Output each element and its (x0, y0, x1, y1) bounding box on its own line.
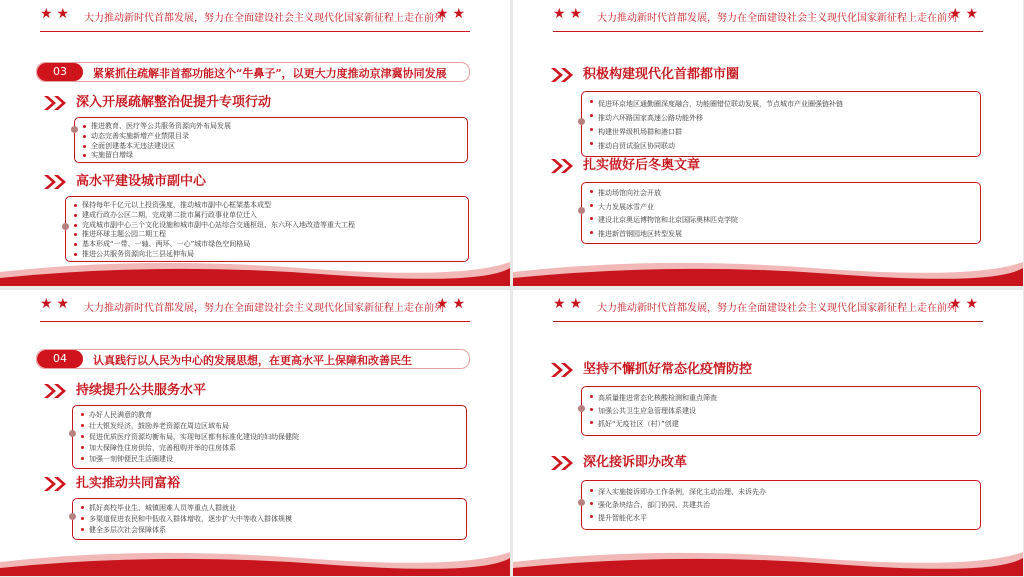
slide-4[interactable] (513, 290, 1023, 576)
bullet-box (74, 117, 468, 163)
star-icon: ★★ (553, 296, 587, 312)
bullet-box (72, 405, 467, 469)
box-marker (578, 207, 585, 214)
header-divider (40, 321, 470, 322)
list-item: 推动场馆向社会开放 (598, 187, 972, 201)
list-item: 办好人民满意的教育 (89, 410, 458, 421)
bullet-box (581, 91, 981, 157)
list-item: 推进教育、医疗等公共服务资源向外布局发展 (91, 122, 459, 132)
list-item: 推进环球主题公园二期工程 (82, 230, 460, 240)
slide-3[interactable] (0, 290, 510, 576)
list-item: 保持每年千亿元以上投资强度，推动城市副中心框架基本成型 (82, 201, 460, 211)
header-title: 大力推动新时代首都发展，努力在全面建设社会主义现代化国家新征程上走在前列 (597, 13, 957, 24)
bullet-list (582, 92, 980, 156)
section-title: 认真践行以人民为中心的发展思想，在更高水平上保障和改善民生 (93, 354, 412, 367)
list-item: 大力发展冰雪产业 (598, 201, 972, 215)
section-number: 04 (37, 350, 83, 368)
list-item: 深入实施接诉即办工作条例，深化主动治理、未诉先办 (598, 486, 972, 499)
double-chevron-icon (42, 382, 72, 400)
list-item: 抓好“无疫社区（村）”创建 (598, 418, 972, 431)
bullet-list (73, 406, 466, 468)
section-title: 紧紧抓住疏解非首都功能这个“牛鼻子”，以更大力度推动京津冀协同发展 (93, 67, 447, 80)
list-item: 高质量推进常态化核酸检测和重点筛查 (598, 392, 972, 405)
header-title: 大力推动新时代首都发展，努力在全面建设社会主义现代化国家新征程上走在前列 (84, 13, 444, 24)
double-chevron-icon (549, 454, 579, 472)
box-marker (578, 499, 585, 506)
list-item: 推动六环路国家高速公路功能外移 (598, 111, 972, 125)
list-item: 健全多层次社会保障体系 (89, 525, 458, 536)
header-divider (40, 31, 470, 32)
bullet-list (73, 499, 466, 539)
list-item: 加强公共卫生应急管理体系建设 (598, 405, 972, 418)
double-chevron-icon (549, 66, 579, 84)
slide-header (0, 0, 510, 34)
list-item: 实施留白增绿 (91, 151, 459, 161)
subsection-title: 持续提升公共服务水平 (76, 383, 207, 398)
double-chevron-icon (42, 173, 72, 191)
list-item: 建设北京奥运博物馆和北京国际奥林匹克学院 (598, 214, 972, 228)
subsection-title: 扎实做好后冬奥文章 (583, 158, 701, 173)
bullet-list (582, 183, 980, 244)
bullet-box (581, 480, 981, 530)
slide-header (513, 0, 1023, 34)
double-chevron-icon (549, 157, 579, 175)
list-item: 促进优质医疗资源均衡布局，实现每区都有标准化建设的妇幼保健院 (89, 432, 458, 443)
subsection-title: 扎实推动共同富裕 (76, 476, 181, 491)
double-chevron-icon (42, 475, 72, 493)
header-title: 大力推动新时代首都发展，努力在全面建设社会主义现代化国家新征程上走在前列 (597, 303, 957, 314)
red-wave-decoration (513, 542, 1023, 576)
list-item: 推进新首钢园地区转型发展 (598, 228, 972, 242)
list-item: 壮大银发经济，鼓励养老资源在周边区域布局 (89, 421, 458, 432)
box-marker (69, 430, 76, 437)
section-number: 03 (37, 63, 83, 81)
list-item: 抓好高校毕业生、城镇困难人员等重点人群就业 (89, 503, 458, 514)
red-wave-decoration (513, 252, 1023, 286)
list-item: 加大保障性住房供给，完善租购并举的住房体系 (89, 443, 458, 454)
list-item: 完成城市副中心三个文化设施和城市副中心站综合交通枢纽、东六环入地改造等重大工程 (82, 221, 460, 231)
box-marker (62, 223, 69, 230)
slide-header (0, 290, 510, 324)
list-item: 建成行政办公区二期，完成第二批市属行政事业单位迁入 (82, 211, 460, 221)
header-divider (553, 321, 983, 322)
subsection-title: 深入开展疏解整治促提升专项行动 (76, 95, 272, 110)
star-icon: ★★ (436, 6, 470, 22)
red-wave-decoration (0, 252, 510, 286)
list-item: 提升智能化水平 (598, 512, 972, 525)
bullet-list (582, 387, 980, 434)
subsection-title: 积极构建现代化首都都市圈 (583, 67, 740, 82)
bullet-box (72, 498, 467, 540)
box-marker (578, 405, 585, 412)
star-icon: ★★ (949, 296, 983, 312)
list-item: 全面创建基本无违法建设区 (91, 142, 459, 152)
slide-header (513, 290, 1023, 324)
header-title: 大力推动新时代首都发展，努力在全面建设社会主义现代化国家新征程上走在前列 (84, 303, 444, 314)
bullet-box (581, 182, 981, 244)
star-icon: ★★ (40, 6, 74, 22)
list-item: 推动自贸试验区协同联动 (598, 139, 972, 153)
list-item: 多渠道促进农民和中低收入群体增收，逐步扩大中等收入群体规模 (89, 514, 458, 525)
header-divider (553, 31, 983, 32)
list-item: 加强一刻钟便民生活圈建设 (89, 454, 458, 465)
box-marker (578, 118, 585, 125)
bullet-list (582, 481, 980, 528)
subsection-title: 高水平建设城市副中心 (76, 174, 207, 189)
list-item: 动态完善实施新增产业禁限目录 (91, 132, 459, 142)
bullet-list (75, 118, 467, 164)
double-chevron-icon (549, 361, 579, 379)
list-item: 强化条块结合、部门协同、共建共治 (598, 499, 972, 512)
bullet-box (581, 386, 981, 436)
star-icon: ★★ (40, 296, 74, 312)
star-icon: ★★ (436, 296, 470, 312)
section-bar (36, 349, 470, 369)
list-item: 构建世界级机场群和港口群 (598, 125, 972, 139)
red-wave-decoration (0, 542, 510, 576)
star-icon: ★★ (949, 6, 983, 22)
box-marker (69, 513, 76, 520)
star-icon: ★★ (553, 6, 587, 22)
slide-2[interactable] (513, 0, 1023, 286)
list-item: 推进公共服务资源向北三县延伸布局 (82, 250, 460, 260)
subsection-title: 坚持不懈抓好常态化疫情防控 (583, 362, 753, 377)
section-bar (36, 62, 470, 82)
list-item: 基本形成“一带、一轴、两环、一心”城市绿色空间格局 (82, 240, 460, 250)
box-marker (71, 126, 78, 133)
subsection-title: 深化接诉即办改革 (583, 455, 688, 470)
slide-1[interactable] (0, 0, 510, 286)
list-item: 促进环京地区通勤圈深度融合，功能圈错位联动发展，节点城市产业圈强链补链 (598, 97, 972, 111)
double-chevron-icon (42, 94, 72, 112)
